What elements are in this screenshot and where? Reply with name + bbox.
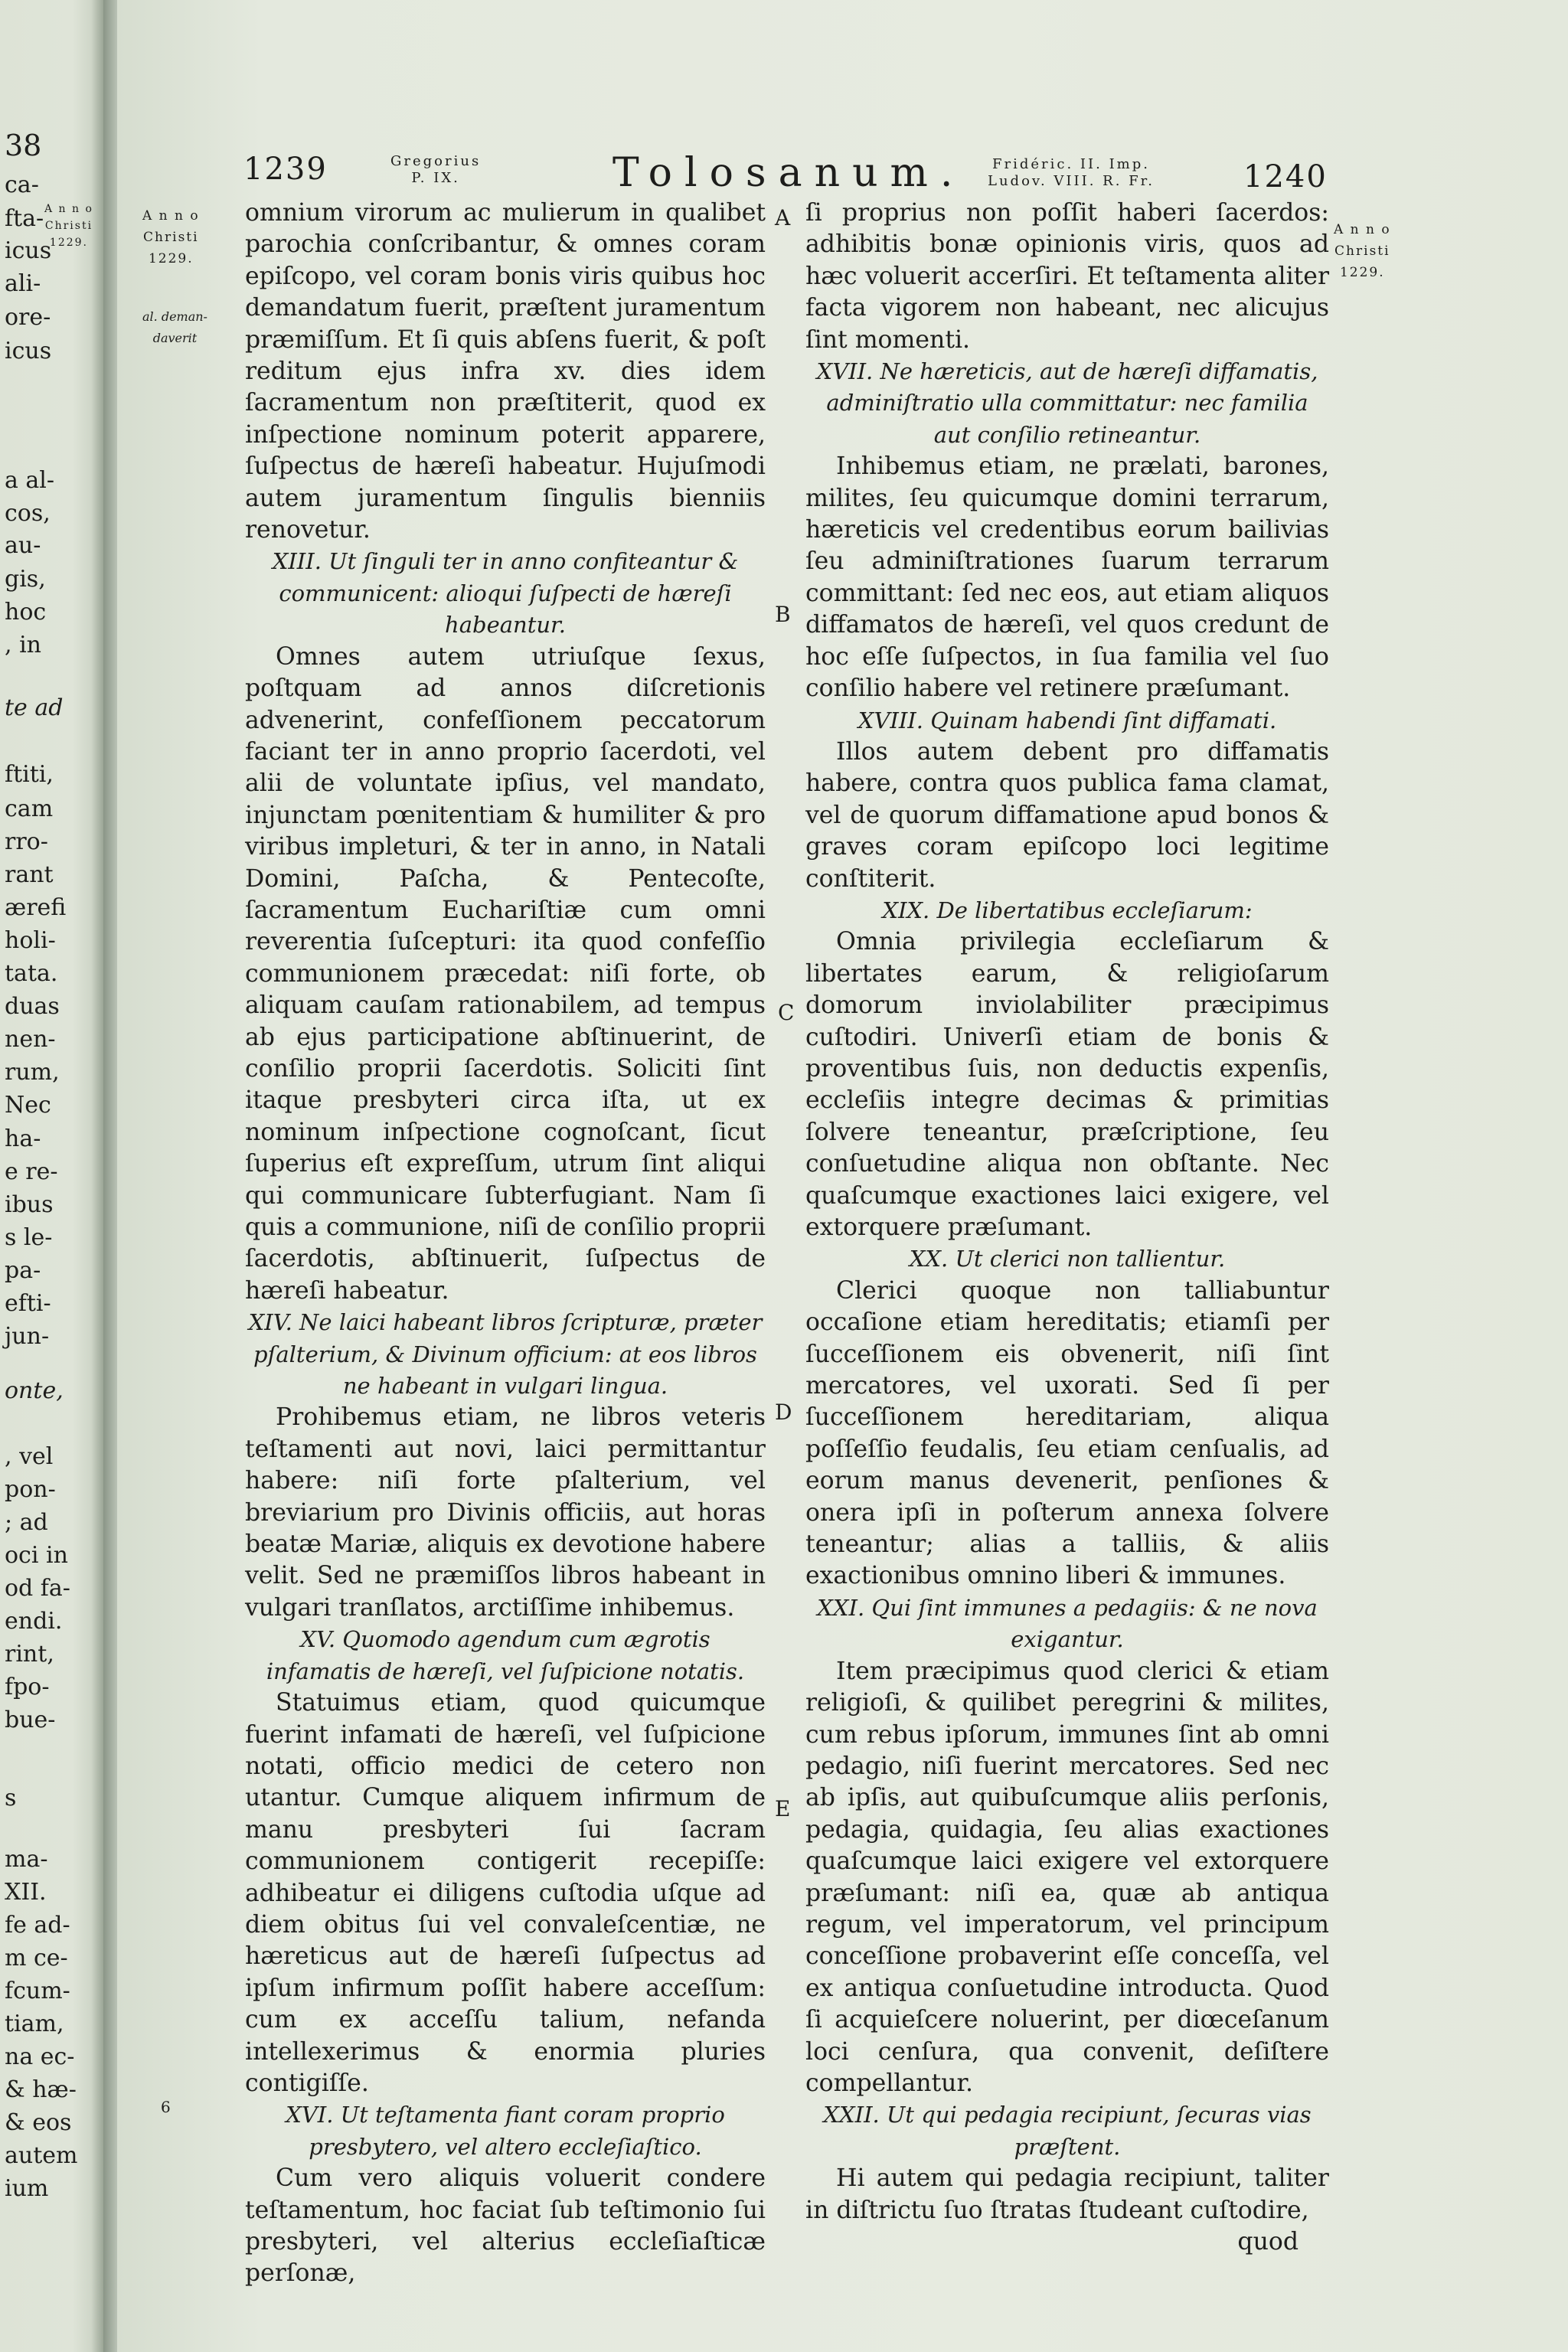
text-paragraph: Illos autem debent pro diffamatis habere, contra quos publica fama clamat, vel de quorum diffamatione apud bonos & graves coram epiſcopo loci legitime conſtiterit. bbox=[805, 737, 1329, 893]
text-paragraph: Clerici quoque non talliabuntur occaſione etiam hereditatis; etiamſi per ſucceſſionem eis obvenerit, niſi ſint mercatores, vel uxorati. Sed ſi per ſucceſſionem hereditariam, aliqua poſſeſſio feudalis, ſeu etiam cenſualis, ad eorum manus devenerit, penſiones & onera ipſi in poſterum annexa ſolvere teneantur; alias a talliis, & aliis exactionibus omnino liberi & immunes. bbox=[805, 1276, 1329, 1590]
text-paragraph: Omnia privilegia eccleſiarum & libertates earum, & religioſarum domorum inviolabiliter præcipimus cuſtodiri. Univerſi etiam de bonis & proventibus ſuis, non deductis expenſis, eccleſiis integre decimas & primitias ſolvere teneantur, præſcriptione, ſeu conſuetudine aliqua non obſtante. Nec quaſcumque exactiones laici exigere, vel extorquere præſumant. bbox=[805, 928, 1329, 1241]
previous-page-fragment: ; ad bbox=[5, 1509, 48, 1536]
previous-page-fragment: ftiti, bbox=[5, 761, 54, 788]
chapter-heading: XXII. Ut qui pedagia recipiunt, ſecuras vias præſtent. bbox=[823, 2102, 1312, 2160]
variant-reading-note bbox=[142, 306, 207, 349]
previous-page-fragment: rum, bbox=[5, 1059, 60, 1086]
previous-page-fragment: te ad bbox=[5, 694, 64, 721]
previous-page-fragment: au- bbox=[5, 532, 41, 559]
previous-page-fragment: cos, bbox=[5, 500, 51, 527]
chapter-heading: XVI. Ut teſtamenta fiant coram proprio presbytero, vel altero eccleſiaſtico. bbox=[286, 2102, 725, 2160]
side-note-line: A n n o bbox=[44, 203, 93, 215]
previous-page-fragment: onte, bbox=[5, 1377, 64, 1404]
previous-page-fragment: bue- bbox=[5, 1707, 56, 1733]
side-note-line: 1229. bbox=[148, 251, 194, 266]
previous-page-fragment: hoc bbox=[5, 599, 47, 626]
previous-page-fragment: gis, bbox=[5, 566, 46, 593]
text-paragraph: omnium virorum ac mulierum in qualibet parochia conſcribantur, & omnes coram epiſcopo, vel coram bonis viris quibus hoc demandatum fuerit, præſtent juramentum præmiſſum. Et ſi quis abſens fuerit, & poſt reditum ejus infra xv. dies idem ſacramentum non præſtiterit, quod ex inſpectione nominum poterit apparere, ſuſpectus de hæreſi habeatur. Hujuſmodi autem juramentum ſingulis bienniis renovetur. bbox=[245, 199, 766, 544]
previous-page-fragment: ore- bbox=[5, 304, 51, 331]
previous-page-fragment: fpo- bbox=[5, 1674, 50, 1700]
chapter-heading: XIV. Ne laici habeant libros ſcripturæ, præter pſalterium, & Divinum officium: at eos libros ne habeant in vulgari lingua. bbox=[248, 1309, 763, 1400]
page-signature-mark: 6 bbox=[161, 2098, 171, 2116]
chapter-heading: XX. Ut clerici non tallientur. bbox=[909, 1246, 1226, 1272]
side-note-line: al. deman- bbox=[142, 309, 207, 324]
previous-page-anno-note bbox=[44, 201, 93, 251]
chapter-heading: XXI. Qui ſint immunes a pedagiis: & ne nova exigantur. bbox=[817, 1594, 1318, 1653]
previous-page-fragment: e re- bbox=[5, 1158, 58, 1185]
side-note-line: 1229. bbox=[1339, 265, 1385, 280]
previous-page-fragment: cam bbox=[5, 795, 54, 822]
text-paragraph: Hi autem qui pedagia recipiunt, taliter in diſtrictu ſuo ſtratas ſtudeant cuſtodire, bbox=[805, 2164, 1329, 2224]
text-paragraph: Prohibemus etiam, ne libros veteris teſtamenti aut novi, laici permittantur habere: niſi forte pſalterium, vel breviarium pro Divinis officiis, aut horas beatæ Mariæ, aliquis ex devotione habere velit. Sed ne præmiſſos libros habeant in vulgari tranſlatos, arctiſſime inhibemus. bbox=[245, 1403, 766, 1622]
previous-page-fragment: endi. bbox=[5, 1608, 63, 1635]
previous-page-fragment: duas bbox=[5, 993, 60, 1020]
previous-page-fragment: od fa- bbox=[5, 1575, 70, 1602]
side-note-line: A n n o bbox=[1334, 222, 1391, 237]
previous-page-fragment: XII. bbox=[5, 1879, 47, 1906]
previous-page-fragment: rint, bbox=[5, 1641, 54, 1668]
previous-page-fragment: ium bbox=[5, 2175, 49, 2202]
previous-page-fragment: , vel bbox=[5, 1443, 54, 1470]
book-gutter bbox=[103, 0, 117, 2352]
previous-page-fragment: na ec- bbox=[5, 2043, 75, 2070]
previous-page-fragment: s le- bbox=[5, 1224, 53, 1251]
previous-page-fragment: nen- bbox=[5, 1026, 56, 1053]
section-marker-c: C bbox=[778, 1000, 795, 1025]
previous-page-fragment: fcum- bbox=[5, 1978, 70, 2004]
left-anno-christi-note bbox=[142, 205, 200, 270]
previous-page-edge bbox=[0, 0, 103, 2352]
section-marker-e: E bbox=[775, 1796, 791, 1821]
side-note-line: Christi bbox=[143, 230, 199, 245]
running-title: Tolosanum. bbox=[612, 150, 965, 196]
right-page-number: 1240 bbox=[1243, 159, 1328, 194]
previous-page-fragment: tata. bbox=[5, 960, 58, 987]
chapter-heading: XIII. Ut ſinguli ter in anno confiteantur & communicent: alioqui ſuſpecti de hæreſi habeantur. bbox=[272, 548, 739, 639]
previous-page-fragment: ha- bbox=[5, 1125, 41, 1152]
previous-page-number: 38 bbox=[5, 129, 42, 162]
previous-page-fragment: autem bbox=[5, 2142, 78, 2169]
previous-page-fragment: tiam, bbox=[5, 2011, 64, 2037]
text-paragraph: Statuimus etiam, quod quicumque fuerint infamati de hæreſi, vel ſuſpicione notati, officio medici de cetero non utantur. Cumque aliquem infirmum de manu presbyteri ſui ſacram communionem contigerit recepiſſe: adhibeatur ei diligens cuſtodia uſque ad diem obitus ſui vel convaleſcentiæ, ne hæreticus aut de hæreſi ſuſpectus ad ipſum infirmum poſſit habere acceſſum: cum ex acceſſu talium, nefanda intellexerimus & enormia pluries contigiſſe. bbox=[245, 1689, 766, 2097]
header-right-margin-top: Fridéric. II. Imp. bbox=[992, 156, 1150, 172]
section-marker-a: A bbox=[775, 205, 791, 230]
chapter-heading: XIX. De libertatibus eccleſiarum: bbox=[882, 897, 1253, 923]
previous-page-fragment: & eos bbox=[5, 2109, 72, 2136]
header-left-margin bbox=[390, 153, 481, 187]
side-note-line: A n n o bbox=[142, 208, 200, 224]
previous-page-fragment: icus bbox=[5, 237, 52, 264]
previous-page-fragment: jun- bbox=[5, 1323, 50, 1350]
previous-page-fragment: pon- bbox=[5, 1476, 56, 1503]
text-paragraph: quod bbox=[1237, 2228, 1298, 2256]
previous-page-fragment: fta- bbox=[5, 205, 44, 232]
text-paragraph: ſi proprius non poſſit haberi ſacerdos: adhibitis bonæ opinionis viris, quos ad hæc voluerit accerſiri. Et teſtamenta aliter facta vigorem non habeant, nec alicujus ſint momenti. bbox=[805, 199, 1329, 354]
side-note-line: 1229. bbox=[49, 237, 89, 249]
previous-page-fragment: s bbox=[5, 1785, 17, 1811]
previous-page-fragment: efti- bbox=[5, 1290, 51, 1317]
previous-page-fragment: m ce- bbox=[5, 1945, 68, 1971]
previous-page-fragment: , in bbox=[5, 632, 41, 658]
previous-page-fragment: a al- bbox=[5, 467, 55, 494]
previous-page-fragment: ibus bbox=[5, 1191, 54, 1218]
text-paragraph: Omnes autem utriuſque ſexus, poſtquam ad annos diſcretionis advenerint, confeſſionem peccatorum faciant ter in anno proprio ſacerdoti, vel alii de voluntate ipſius, vel mandato, injunctam pœnitentiam & humiliter & pro viribus impleturi, & ter in anno, in Natali Domini, Paſcha, & Pentecoſte, ſacramentum Euchariſtiæ cum omni reverentia ſuſcepturi: ita quod confeſſio communionem præcedat: niſi forte, ob aliquam cauſam rationabilem, ad tempus ab ejus participatione abſtinuerint, de conſilio proprii ſacerdotis. Soliciti ſint itaque presbyteri circa iſta, ut ex nominum inſpectione cognoſcant, ſicut ſuperius eſt expreſſum, utrum ſint aliqui qui communicare ſubterfugiant. Nam ſi quis a communione, niſi de conſilio proprii ſacerdotis, abſtinuerit, ſuſpectus de hæreſi habeatur. bbox=[245, 642, 766, 1305]
previous-page-fragment: icus bbox=[5, 338, 52, 364]
previous-page-fragment: rro- bbox=[5, 828, 48, 855]
header-right-margin-bottom: Ludov. VIII. R. Fr. bbox=[988, 173, 1155, 189]
left-text-column bbox=[245, 198, 766, 2290]
previous-page-fragment: fe ad- bbox=[5, 1912, 70, 1939]
previous-page-fragment: oci in bbox=[5, 1542, 68, 1569]
right-anno-christi-note bbox=[1334, 219, 1391, 283]
previous-page-fragment: ca- bbox=[5, 172, 39, 198]
header-right-margin bbox=[988, 156, 1155, 190]
previous-page-fragment: rant bbox=[5, 861, 54, 888]
text-paragraph: Cum vero aliquis voluerit condere teſtamentum, hoc faciat ſub teſtimonio ſui presbyteri, vel alterius eccleſiaſticæ perſonæ, bbox=[245, 2164, 766, 2288]
text-paragraph: Item præcipimus quod clerici & etiam religioſi, & quilibet peregrini & milites, cum rebus ipſorum, immunes ſint ab omni pedagio, niſi fuerint mercatores. Sed nec ab ipſis, aut quibuſcumque aliis perſonis, pedagia, quidagia, ſeu alias exactiones quaſcumque laici exigere vel extorquere præſumant: niſi ea, quæ ab antiqua regum, vel imperatorum, vel principum conceſſione probaverint eſſe conceſſa, vel ex antiqua conſuetudine introducta. Quod ſi acquieſcere noluerint, per diœceſanum loci cenſura, qua convenit, deſiſtere compellantur. bbox=[805, 1657, 1329, 2097]
section-marker-d: D bbox=[775, 1400, 792, 1425]
section-marker-b: B bbox=[775, 602, 791, 627]
side-note-line: daverit bbox=[152, 331, 198, 345]
text-paragraph: Inhibemus etiam, ne prælati, barones, milites, ſeu quicumque domini terrarum, hæreticis vel credentibus eorum bailivias ſeu adminiſtrationes ſuarum terrarum committant: ſed nec eos, aut etiam aliquos diffamatos de hæreſi, vel quos credunt de hoc eſſe ſuſpectos, in ſua familia vel ſuo conſilio habere vel retinere præſumant. bbox=[805, 452, 1329, 703]
chapter-heading: XV. Quomodo agendum cum ægrotis infamatis de hæreſi, vel ſuſpicione notatis. bbox=[266, 1626, 745, 1684]
previous-page-fragment: ma- bbox=[5, 1846, 48, 1873]
right-text-column bbox=[805, 198, 1329, 2258]
previous-page-fragment: ali- bbox=[5, 270, 41, 297]
side-note-line: Christi bbox=[1334, 243, 1390, 259]
previous-page-fragment: & hæ- bbox=[5, 2076, 77, 2103]
previous-page-fragment: ærefi bbox=[5, 894, 67, 921]
side-note-line: Christi bbox=[44, 220, 93, 232]
left-page-number: 1239 bbox=[243, 152, 328, 187]
previous-page-fragment: Nec bbox=[5, 1092, 51, 1119]
previous-page-fragment: holi- bbox=[5, 927, 56, 954]
header-left-margin-top: Gregorius bbox=[390, 153, 482, 169]
chapter-heading: XVIII. Quinam habendi ſint diffamati. bbox=[858, 707, 1277, 733]
chapter-heading: XVII. Ne hæreticis, aut de hæreſi diffamatis, adminiſtratio ulla committatur: nec familia aut conſilio retineantur. bbox=[816, 358, 1318, 448]
header-left-margin-bottom: P. IX. bbox=[411, 170, 460, 186]
previous-page-fragment: pa- bbox=[5, 1257, 41, 1284]
